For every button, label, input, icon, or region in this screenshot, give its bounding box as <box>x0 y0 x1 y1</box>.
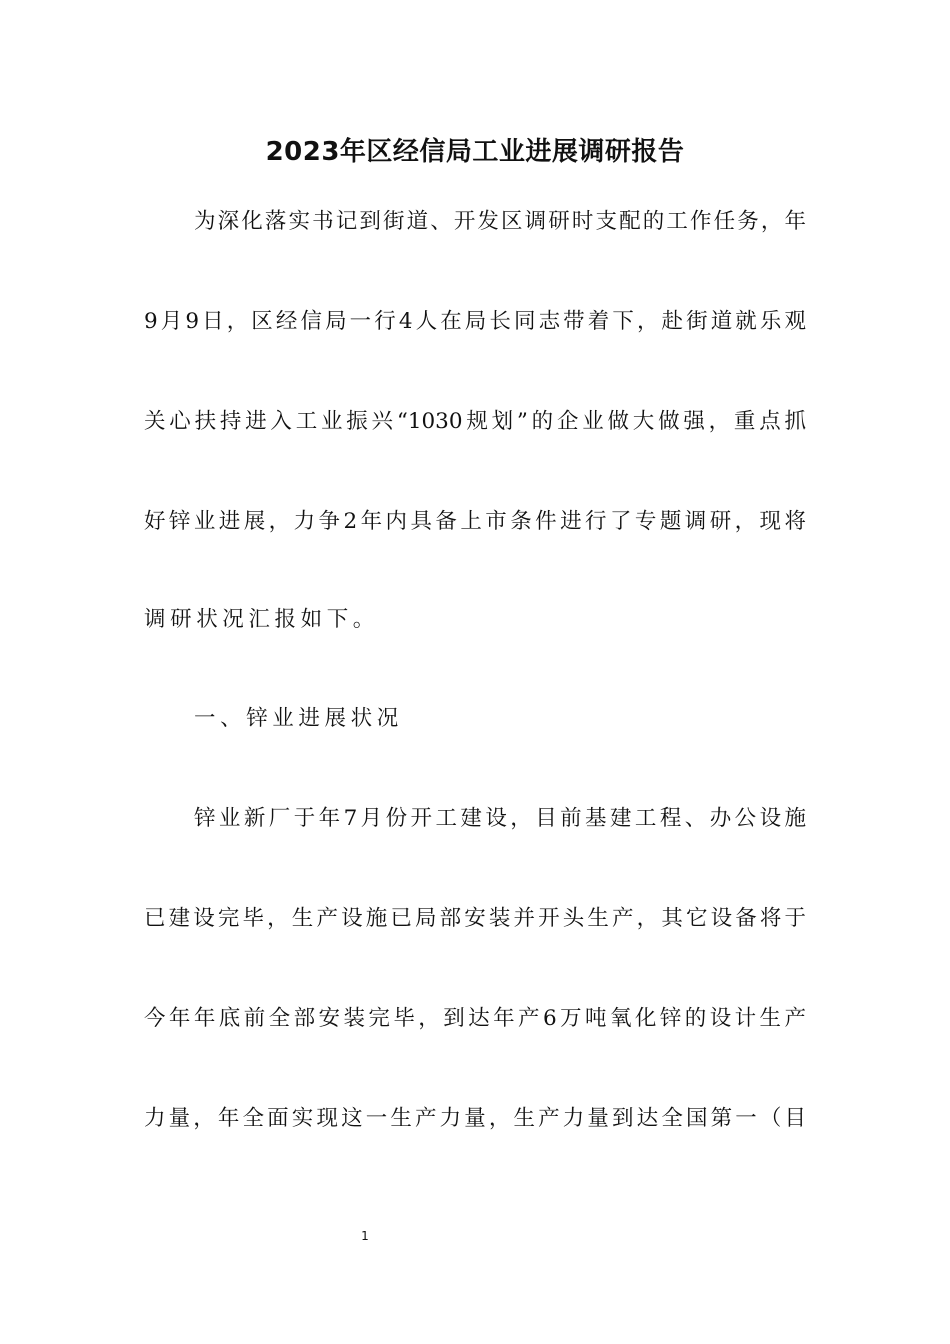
paragraph-line: 已建设完毕，生产设施已局部安装并开头生产，其它设备将于 <box>144 906 806 931</box>
section-heading: 一、锌业进展状况 <box>194 706 403 731</box>
paragraph-line: 调研状况汇报如下。 <box>144 607 379 632</box>
document-title: 2023年区经信局工业进展调研报告 <box>265 137 685 167</box>
paragraph-line: 锌业新厂于年7月份开工建设，目前基建工程、办公设施 <box>194 806 806 831</box>
paragraph-line: 力量，年全面实现这一生产力量，生产力量到达全国第一（目 <box>144 1106 806 1131</box>
paragraph-line: 关心扶持进入工业振兴“1030规划”的企业做大做强，重点抓 <box>144 409 806 434</box>
paragraph-line: 好锌业进展，力争2年内具备上市条件进行了专题调研，现将 <box>144 509 806 534</box>
paragraph-line: 9月9日，区经信局一行4人在局长同志带着下，赴街道就乐观 <box>144 309 806 334</box>
page-number: 1 <box>361 1229 369 1243</box>
paragraph-line: 今年年底前全部安装完毕，到达年产6万吨氧化锌的设计生产 <box>144 1006 806 1031</box>
paragraph-line: 为深化落实书记到街道、开发区调研时支配的工作任务，年 <box>194 209 806 234</box>
